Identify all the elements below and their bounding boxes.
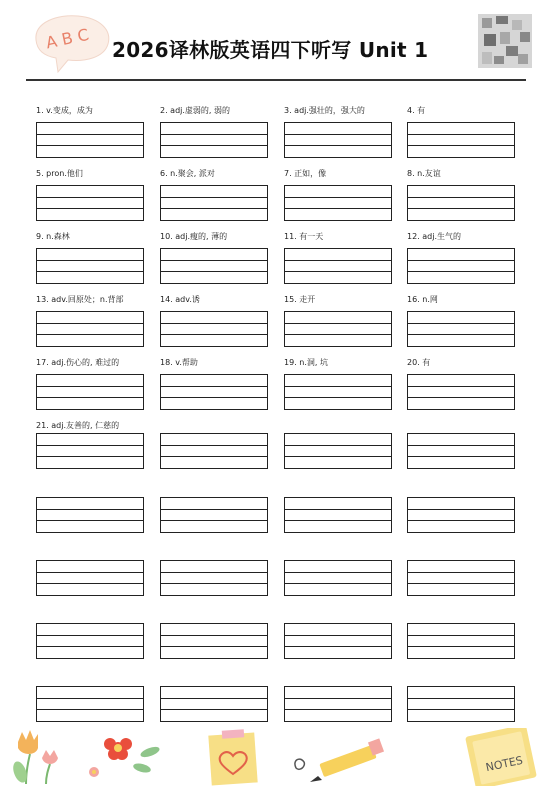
- answer-lines[interactable]: [160, 623, 268, 659]
- answer-lines[interactable]: [160, 497, 268, 533]
- tulip-icon: [11, 730, 58, 784]
- writing-line: [161, 208, 267, 209]
- writing-line: [37, 386, 143, 387]
- item-prompt: 18. v.帮助: [160, 358, 198, 367]
- writing-line: [408, 197, 514, 198]
- writing-line: [408, 208, 514, 209]
- answer-lines[interactable]: [36, 623, 144, 659]
- writing-line: [408, 271, 514, 272]
- writing-line: [37, 572, 143, 573]
- answer-lines[interactable]: [160, 560, 268, 596]
- writing-line: [37, 260, 143, 261]
- answer-lines[interactable]: [36, 433, 144, 469]
- answer-lines[interactable]: [284, 686, 392, 722]
- answer-lines[interactable]: [160, 374, 268, 410]
- writing-line: [408, 635, 514, 636]
- writing-line: [285, 208, 391, 209]
- answer-lines[interactable]: [160, 433, 268, 469]
- answer-lines[interactable]: [36, 248, 144, 284]
- writing-line: [408, 709, 514, 710]
- writing-line: [161, 334, 267, 335]
- writing-line: [408, 509, 514, 510]
- item-prompt: 5. pron.他们: [36, 169, 83, 178]
- writing-line: [37, 445, 143, 446]
- answer-lines[interactable]: [407, 311, 515, 347]
- writing-line: [161, 572, 267, 573]
- writing-line: [408, 323, 514, 324]
- item-prompt: 2. adj.虚弱的, 弱的: [160, 106, 231, 115]
- answer-lines[interactable]: [160, 185, 268, 221]
- writing-line: [37, 456, 143, 457]
- writing-line: [37, 635, 143, 636]
- item-prompt: 12. adj.生气的: [407, 232, 462, 241]
- writing-line: [161, 456, 267, 457]
- writing-line: [285, 646, 391, 647]
- item-prompt: 11. 有一天: [284, 232, 324, 241]
- writing-line: [37, 646, 143, 647]
- writing-line: [161, 646, 267, 647]
- answer-lines[interactable]: [407, 185, 515, 221]
- writing-line: [37, 271, 143, 272]
- answer-lines[interactable]: [36, 497, 144, 533]
- answer-lines[interactable]: [160, 311, 268, 347]
- logo-text: A B C: [44, 24, 91, 53]
- item-prompt: 21. adj.友善的, 仁慈的: [36, 421, 120, 430]
- writing-line: [285, 698, 391, 699]
- answer-lines[interactable]: [284, 560, 392, 596]
- writing-line: [161, 145, 267, 146]
- item-prompt: 8. n.友谊: [407, 169, 441, 178]
- answer-lines[interactable]: [284, 497, 392, 533]
- answer-lines[interactable]: [407, 623, 515, 659]
- writing-line: [408, 386, 514, 387]
- writing-line: [37, 323, 143, 324]
- writing-line: [408, 134, 514, 135]
- item-prompt: 3. adj.强壮的，强大的: [284, 106, 365, 115]
- footer-decorations: [0, 728, 550, 786]
- answer-lines[interactable]: [284, 623, 392, 659]
- answer-lines[interactable]: [36, 122, 144, 158]
- item-prompt: 16. n.网: [407, 295, 438, 304]
- answer-lines[interactable]: [36, 560, 144, 596]
- answer-lines[interactable]: [160, 686, 268, 722]
- item-prompt: 6. n.聚会, 派对: [160, 169, 215, 178]
- writing-line: [161, 260, 267, 261]
- sticky-note-heart-icon: [208, 729, 257, 785]
- item-prompt: 10. adj.瘦的, 薄的: [160, 232, 228, 241]
- notes-book-icon: [465, 728, 537, 786]
- writing-line: [285, 145, 391, 146]
- answer-lines[interactable]: [36, 686, 144, 722]
- writing-line: [408, 445, 514, 446]
- answer-lines[interactable]: [284, 374, 392, 410]
- writing-line: [285, 334, 391, 335]
- writing-line: [37, 698, 143, 699]
- writing-line: [161, 709, 267, 710]
- item-prompt: 13. adv.回原处；n.背部: [36, 295, 124, 304]
- writing-line: [408, 646, 514, 647]
- answer-lines[interactable]: [284, 248, 392, 284]
- writing-line: [161, 323, 267, 324]
- writing-line: [37, 145, 143, 146]
- writing-line: [37, 208, 143, 209]
- writing-line: [408, 145, 514, 146]
- writing-line: [408, 260, 514, 261]
- item-prompt: 4. 有: [407, 106, 426, 115]
- writing-line: [285, 134, 391, 135]
- writing-line: [161, 397, 267, 398]
- writing-line: [161, 134, 267, 135]
- answer-lines[interactable]: [36, 311, 144, 347]
- writing-line: [408, 572, 514, 573]
- writing-line: [408, 397, 514, 398]
- flower-icon: [89, 738, 161, 777]
- answer-lines[interactable]: [407, 374, 515, 410]
- item-prompt: 7. 正如，像: [284, 169, 327, 178]
- answer-lines[interactable]: [407, 686, 515, 722]
- writing-line: [285, 456, 391, 457]
- page-title: 2026译林版英语四下听写 Unit 1: [112, 38, 429, 62]
- writing-line: [408, 334, 514, 335]
- writing-line: [408, 583, 514, 584]
- item-prompt: 14. adv.诱: [160, 295, 200, 304]
- item-prompt: 17. adj.伤心的, 难过的: [36, 358, 120, 367]
- writing-line: [408, 698, 514, 699]
- answer-lines[interactable]: [284, 185, 392, 221]
- writing-line: [37, 134, 143, 135]
- item-prompt: 1. v.变成，成为: [36, 106, 93, 115]
- writing-line: [161, 386, 267, 387]
- writing-line: [285, 520, 391, 521]
- writing-line: [285, 635, 391, 636]
- writing-line: [37, 197, 143, 198]
- item-prompt: 20. 有: [407, 358, 431, 367]
- answer-lines[interactable]: [160, 248, 268, 284]
- writing-line: [285, 445, 391, 446]
- writing-line: [37, 583, 143, 584]
- writing-line: [161, 583, 267, 584]
- writing-line: [285, 509, 391, 510]
- answer-lines[interactable]: [160, 122, 268, 158]
- item-prompt: 19. n.洞, 坑: [284, 358, 328, 367]
- writing-line: [37, 709, 143, 710]
- writing-line: [285, 323, 391, 324]
- answer-lines[interactable]: [36, 185, 144, 221]
- notes-label: NOTES: [484, 753, 525, 775]
- writing-line: [285, 260, 391, 261]
- answer-lines[interactable]: [284, 433, 392, 469]
- answer-lines[interactable]: [36, 374, 144, 410]
- writing-line: [37, 520, 143, 521]
- pencil-icon: [295, 738, 384, 782]
- writing-line: [161, 445, 267, 446]
- writing-line: [285, 197, 391, 198]
- writing-line: [285, 271, 391, 272]
- writing-line: [285, 572, 391, 573]
- writing-line: [408, 520, 514, 521]
- answer-lines[interactable]: [284, 122, 392, 158]
- writing-line: [285, 386, 391, 387]
- writing-line: [408, 456, 514, 457]
- writing-line: [285, 583, 391, 584]
- writing-line: [161, 635, 267, 636]
- writing-line: [285, 397, 391, 398]
- answer-lines[interactable]: [407, 122, 515, 158]
- writing-line: [37, 397, 143, 398]
- writing-line: [161, 520, 267, 521]
- writing-line: [161, 271, 267, 272]
- writing-line: [37, 509, 143, 510]
- writing-line: [37, 334, 143, 335]
- answer-lines[interactable]: [407, 560, 515, 596]
- writing-line: [161, 509, 267, 510]
- writing-line: [161, 698, 267, 699]
- writing-line: [285, 709, 391, 710]
- answer-lines[interactable]: [284, 311, 392, 347]
- item-prompt: 9. n.森林: [36, 232, 70, 241]
- item-prompt: 15. 走开: [284, 295, 316, 304]
- answer-lines[interactable]: [407, 497, 515, 533]
- answer-lines[interactable]: [407, 248, 515, 284]
- answer-lines[interactable]: [407, 433, 515, 469]
- writing-line: [161, 197, 267, 198]
